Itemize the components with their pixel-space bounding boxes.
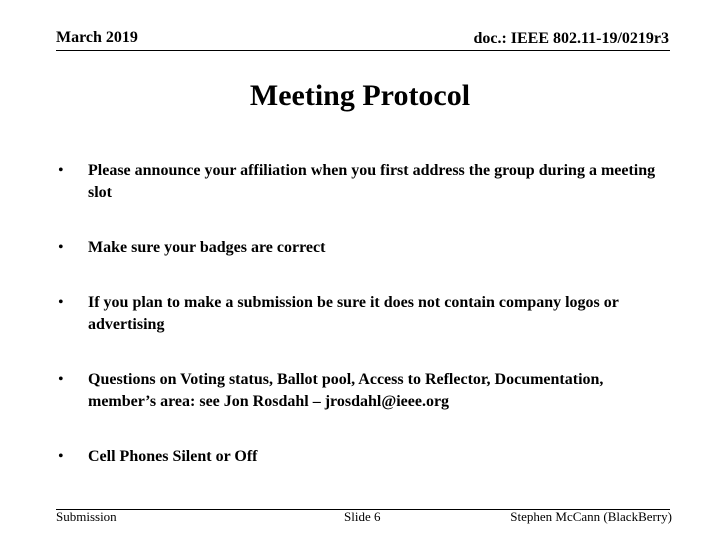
footer-author: Stephen McCann (BlackBerry) (510, 509, 672, 524)
bullet-marker: • (58, 239, 64, 256)
bullet-text: If you plan to make a submission be sure it does not contain company logos or advertising (88, 294, 619, 333)
bullet-item (58, 237, 658, 259)
header-date: March 2019 (56, 29, 138, 46)
bullet-item (58, 160, 658, 204)
bullet-list (58, 160, 658, 501)
bullet-text: Please announce your affiliation when you first address the group during a meeting slot (88, 162, 656, 201)
slide-title: Meeting Protocol (249, 79, 471, 112)
bullet-marker: • (58, 448, 64, 465)
bullet-text: Cell Phones Silent or Off (88, 448, 258, 465)
bullet-item (58, 446, 658, 468)
footer-submission: Submission (56, 509, 117, 524)
header-divider (56, 50, 670, 51)
slide-number: Slide 6 (344, 509, 381, 524)
bullet-text: Make sure your badges are correct (88, 239, 326, 256)
bullet-marker: • (58, 162, 64, 179)
bullet-marker: • (58, 294, 64, 311)
bullet-item (58, 292, 658, 336)
bullet-item (58, 369, 658, 413)
document-id: doc.: IEEE 802.11-19/0219r3 (473, 30, 669, 47)
bullet-marker: • (58, 371, 64, 388)
bullet-text: Questions on Voting status, Ballot pool, Access to Reflector, Documentation, member’s area: see Jon Rosdahl – jrosdahl@ieee.org (88, 371, 604, 410)
